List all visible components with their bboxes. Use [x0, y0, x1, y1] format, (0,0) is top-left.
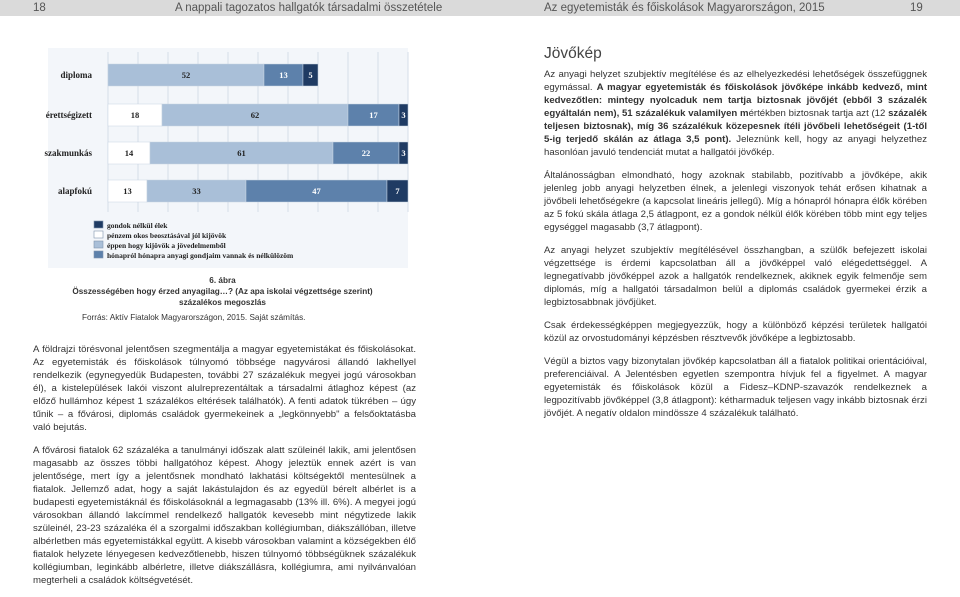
legend-swatch	[94, 241, 103, 248]
legend-label: gondok nélkül élek	[107, 221, 168, 230]
category-label: diploma	[60, 70, 92, 80]
page-header-right	[480, 0, 960, 16]
data-label: 13	[123, 186, 132, 196]
legend-swatch	[94, 221, 103, 228]
legend-label: pénzem okos beosztásával jól kijövök	[107, 231, 227, 240]
page-number-right: 19	[910, 2, 923, 14]
data-label: 18	[130, 110, 140, 120]
legend-swatch	[94, 231, 103, 238]
data-label: 13	[279, 70, 288, 80]
stacked-bar-chart	[40, 44, 460, 274]
left-text-column	[33, 343, 416, 597]
data-label: 7	[395, 186, 400, 196]
legend-swatch	[94, 251, 103, 258]
category-label: alapfokú	[57, 186, 92, 196]
right-paragraph-4: Csak érdekességképpen megjegyezzük, hogy a különböző képzési területek hallgatói közül az orvostudományi képzésben résztvevők jövőképe a legbiztosabb.	[544, 320, 927, 344]
legend-label: éppen hogy kijövök a jövedelmemből	[107, 241, 226, 250]
right-paragraph-1	[544, 68, 927, 159]
data-label: 3	[401, 110, 406, 120]
data-label: 14	[124, 148, 134, 158]
figure-number: 6. ábra	[209, 276, 236, 285]
figure-source: Forrás: Aktív Fiatalok Magyarországon, 2015. Saját számítás.	[82, 313, 306, 322]
legend-label: hónapról hónapra anyagi gondjaim vannak és nélkülözöm	[107, 251, 294, 260]
p1-bold-b: százalék teljesen biztosnak), míg 36 százalékuk közepesnek ítéli jövőbeli lehetőségeit (1-től 5-ig terjedő skálán az átlaga 3,5 pont).	[544, 108, 927, 145]
data-label: 62	[250, 110, 260, 120]
figure-subtitle: százalékos megoszlás	[179, 298, 266, 307]
data-label: 22	[361, 148, 371, 158]
page-header-left	[0, 0, 480, 16]
p1-bold-a: A magyar egyetemisták és főiskolások jövőképe inkább kedvező, mint kedvezőtlen: mintegy nyolcaduk nem tartja biztosnak jövőjét (ebből 3 százalék egyáltalán nem), 51 százalékuk valamilyen m	[544, 82, 928, 119]
data-label: 5	[308, 70, 313, 80]
right-text-column	[544, 45, 927, 430]
p1-text-a: Az anyagi helyzet szubjektív megítélése és az elhelyezkedési lehetőségek összefüggnek egymással.	[544, 69, 927, 93]
category-label: szakmunkás	[44, 148, 92, 158]
category-label: érettségizett	[45, 110, 92, 120]
running-title-left: A nappali tagozatos hallgatók társadalmi összetétele	[175, 2, 443, 14]
section-heading: Jövőkép	[544, 45, 602, 62]
data-label: 47	[312, 186, 321, 196]
data-label: 61	[237, 148, 246, 158]
figure-caption	[40, 275, 405, 308]
p1-text-c: Jeleznünk kell, hogy az anyagi helyzethez hasonlóan javuló tendenciát mutat a hallgatói jövőkép.	[544, 134, 927, 158]
right-paragraph-3: Az anyagi helyzet szubjektív megítélésével összhangban, a szülők befejezett iskolai végzettsége is érdemi kapcsolatban áll a jövőképpel való elégedettséggel. A legnegatívabb jövőképpel azok a hallgatók rendelkeznek, akiknek egyik felmenője sem diplomás, míg a hallgatói társadalmon belül a diplomás családok gyermekei érzik a legbiztosabbnak jövőjüket.	[544, 245, 927, 308]
data-label: 17	[369, 110, 378, 120]
running-title-right: Az egyetemisták és főiskolások Magyarországon, 2015	[544, 2, 825, 14]
data-label: 3	[401, 148, 406, 158]
figure-title: Összességében hogy érzed anyagilag…? (Az apa iskolai végzettsége szerint)	[72, 287, 373, 296]
p1-text-b: értékben biztosnak tartja azt (12	[748, 108, 889, 119]
right-paragraph-2: Általánosságban elmondható, hogy azoknak stabilabb, pozitívabb a jövőképe, akik jelenleg jobb anyagi helyzetben élnek, a jelenlegi viszonyok tehát erősen kihatnak a jövőbeli lehetőségekre (a kapcsolat lineáris jellegű). Míg a hónapról hónapra élők körében az 5 fokú skála átlaga 2,5 átlagpont, ez a gondok nélkül élők körében több mint egy teljes egységgel magasabb (3,7 átlagpont).	[544, 170, 927, 233]
right-paragraph-5: Végül a biztos vagy bizonytalan jövőkép kapcsolatban áll a fiatalok politikai orientációival, preferenciáival. A Jelentésben egyetlen szempontra hívjuk fel a figyelmet. A magyar egyetemisták és főiskolások közül a Fidesz–KDNP-szavazók rendelkeznek a legpozitívabb jövőképpel (3,8 átlagpont): kétharmaduk teljesen vagy inkább biztosnak érzi jövőjét. A negatív oldalon mindössze 4 százalékuk található.	[544, 356, 927, 419]
left-paragraph-1: A földrajzi törésvonal jelentősen szegmentálja a magyar egyetemistákat és főiskolásokat. Az egyetemisták és főiskolások túlnyomó többsége nagyvárosi állandó lakhellyel rendelkezik (egynegyedük Budapesten, további 27 százalékuk megyei jogú városokban él), a kistelepülések lakói viszont alulreprezentáltak a társadalmi átlaghoz képest (az előző hullámhoz képest 1 százalékos eltérések találhatók). A fenti adatok tükrében – úgy tűnik – a fővárosi, diplomás családok gyermekeinek a „legkönnyebb" a felsőoktatásba való bejutás.	[33, 344, 416, 433]
page-number-left: 18	[33, 2, 46, 14]
left-paragraph-2: A fővárosi fiatalok 62 százaléka a tanulmányi időszak alatt szüleinél lakik, ami jelentősen magasabb az összes többi hallgatóhoz képest. Ahogy jeleztük ennek azért is van jelentősége, mert így a jelentősnek mondható lakhatási költségektől mentesülnek a fiatalok. Jellemző adat, hogy a saját lakástulajdon és az egyedül bérelt albérlet is a budapesti egyetemistáknál és főiskolásoknál a legmagasabb (13% ill. 6%). A megyei jogú városokban állandó lakcímmel rendelkező hallgatók kevesebb mint négytizede lakik szüleinél, 23-23 százaléka él a szorgalmi időszakban kollégiumban, diákszállóban, illetve albérletben más egyetemistákkal együtt. A kisebb városokban valamint a községekben élő fiatalok helyzete lényegesen kedvezőtlenebb, hiszen túlnyomó többségüknek százalékuk kollégiumban, leginkább albérletre, illetve diákszállásra, kollégiumra, ami nyilvánvalóan megterheli a családok költségvetését.	[33, 445, 416, 586]
data-label: 52	[181, 70, 191, 80]
data-label: 33	[192, 186, 201, 196]
